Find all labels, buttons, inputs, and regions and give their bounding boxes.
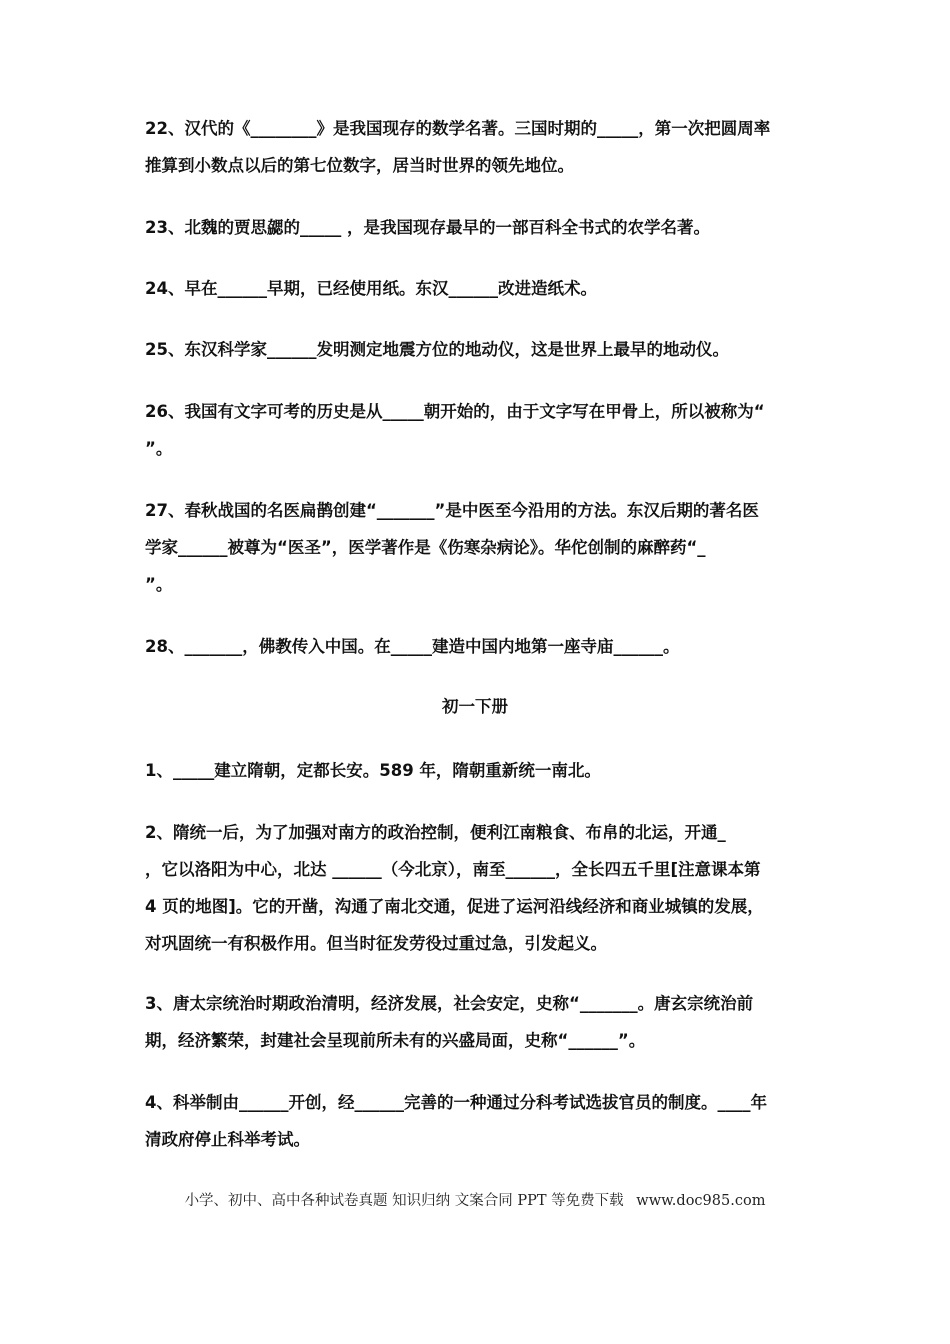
question-line: ”。 — [145, 575, 173, 594]
question-24 — [145, 270, 815, 307]
question-line: 清政府停止科举考试。 — [145, 1130, 310, 1149]
question-22 — [145, 110, 815, 184]
question-23 — [145, 209, 815, 246]
question-line: 期，经济繁荣，封建社会呈现前所未有的兴盛局面，史称“______”。 — [145, 1031, 646, 1050]
question-line: 4、科举制由______开创，经______完善的一种通过分科考试选拔官员的制度。____年 — [145, 1093, 767, 1112]
section-heading: 初一下册 — [442, 697, 508, 716]
question-line: 26、我国有文字可考的历史是从_____朝开始的，由于文字写在甲骨上，所以被称为“ — [145, 402, 765, 421]
question-2 — [145, 814, 815, 962]
question-line: ，它以洛阳为中心，北达 ______（今北京），南至______，全长四五千里[注意课本第 — [145, 860, 761, 879]
question-line: 27、春秋战国的名医扁鹊创建“_______”是中医至今沿用的方法。东汉后期的著名医 — [145, 501, 759, 520]
question-line: 2、隋统一后，为了加强对南方的政治控制，便利江南粮食、布帛的北运，开通_ — [145, 823, 726, 842]
question-line: 1、_____建立隋朝，定都长安。589 年，隋朝重新统一南北。 — [145, 761, 601, 780]
question-line: 28、_______，佛教传入中国。在_____建造中国内地第一座寺庙______。 — [145, 637, 680, 656]
question-28 — [145, 628, 815, 665]
page-footer — [0, 1188, 950, 1214]
question-1 — [145, 752, 815, 789]
question-line: 3、唐太宗统治时期政治清明，经济发展，社会安定，史称“_______。唐玄宗统治前 — [145, 994, 754, 1013]
question-4 — [145, 1084, 815, 1158]
question-line: 对巩固统一有积极作用。但当时征发劳役过重过急，引发起义。 — [145, 934, 607, 953]
question-line: 23、北魏的贾思勰的_____ ，是我国现存最早的一部百科全书式的农学名著。 — [145, 218, 710, 237]
question-line: 22、汉代的《________》是我国现存的数学名著。三国时期的_____，第一次把圆周率 — [145, 119, 771, 138]
footer-url: www.doc985.com — [636, 1193, 766, 1209]
question-27 — [145, 492, 815, 603]
question-line: 学家______被尊为“医圣”，医学著作是《伤寒杂病论》。华佗创制的麻醉药“_ — [145, 538, 706, 557]
question-line: 24、早在______早期，已经使用纸。东汉______改进造纸术。 — [145, 279, 597, 298]
question-line: 25、东汉科学家______发明测定地震方位的地动仪，这是世界上最早的地动仪。 — [145, 340, 729, 359]
question-line: 推算到小数点以后的第七位数字，居当时世界的领先地位。 — [145, 156, 574, 175]
footer-text: 小学、初中、高中各种试卷真题 知识归纳 文案合同 PPT 等免费下载 — [184, 1193, 624, 1209]
question-3 — [145, 985, 815, 1059]
question-25 — [145, 331, 815, 368]
question-26 — [145, 393, 815, 467]
question-line: ”。 — [145, 439, 173, 458]
question-line: 4 页的地图]。它的开凿，沟通了南北交通，促进了运河沿线经济和商业城镇的发展， — [145, 897, 764, 916]
